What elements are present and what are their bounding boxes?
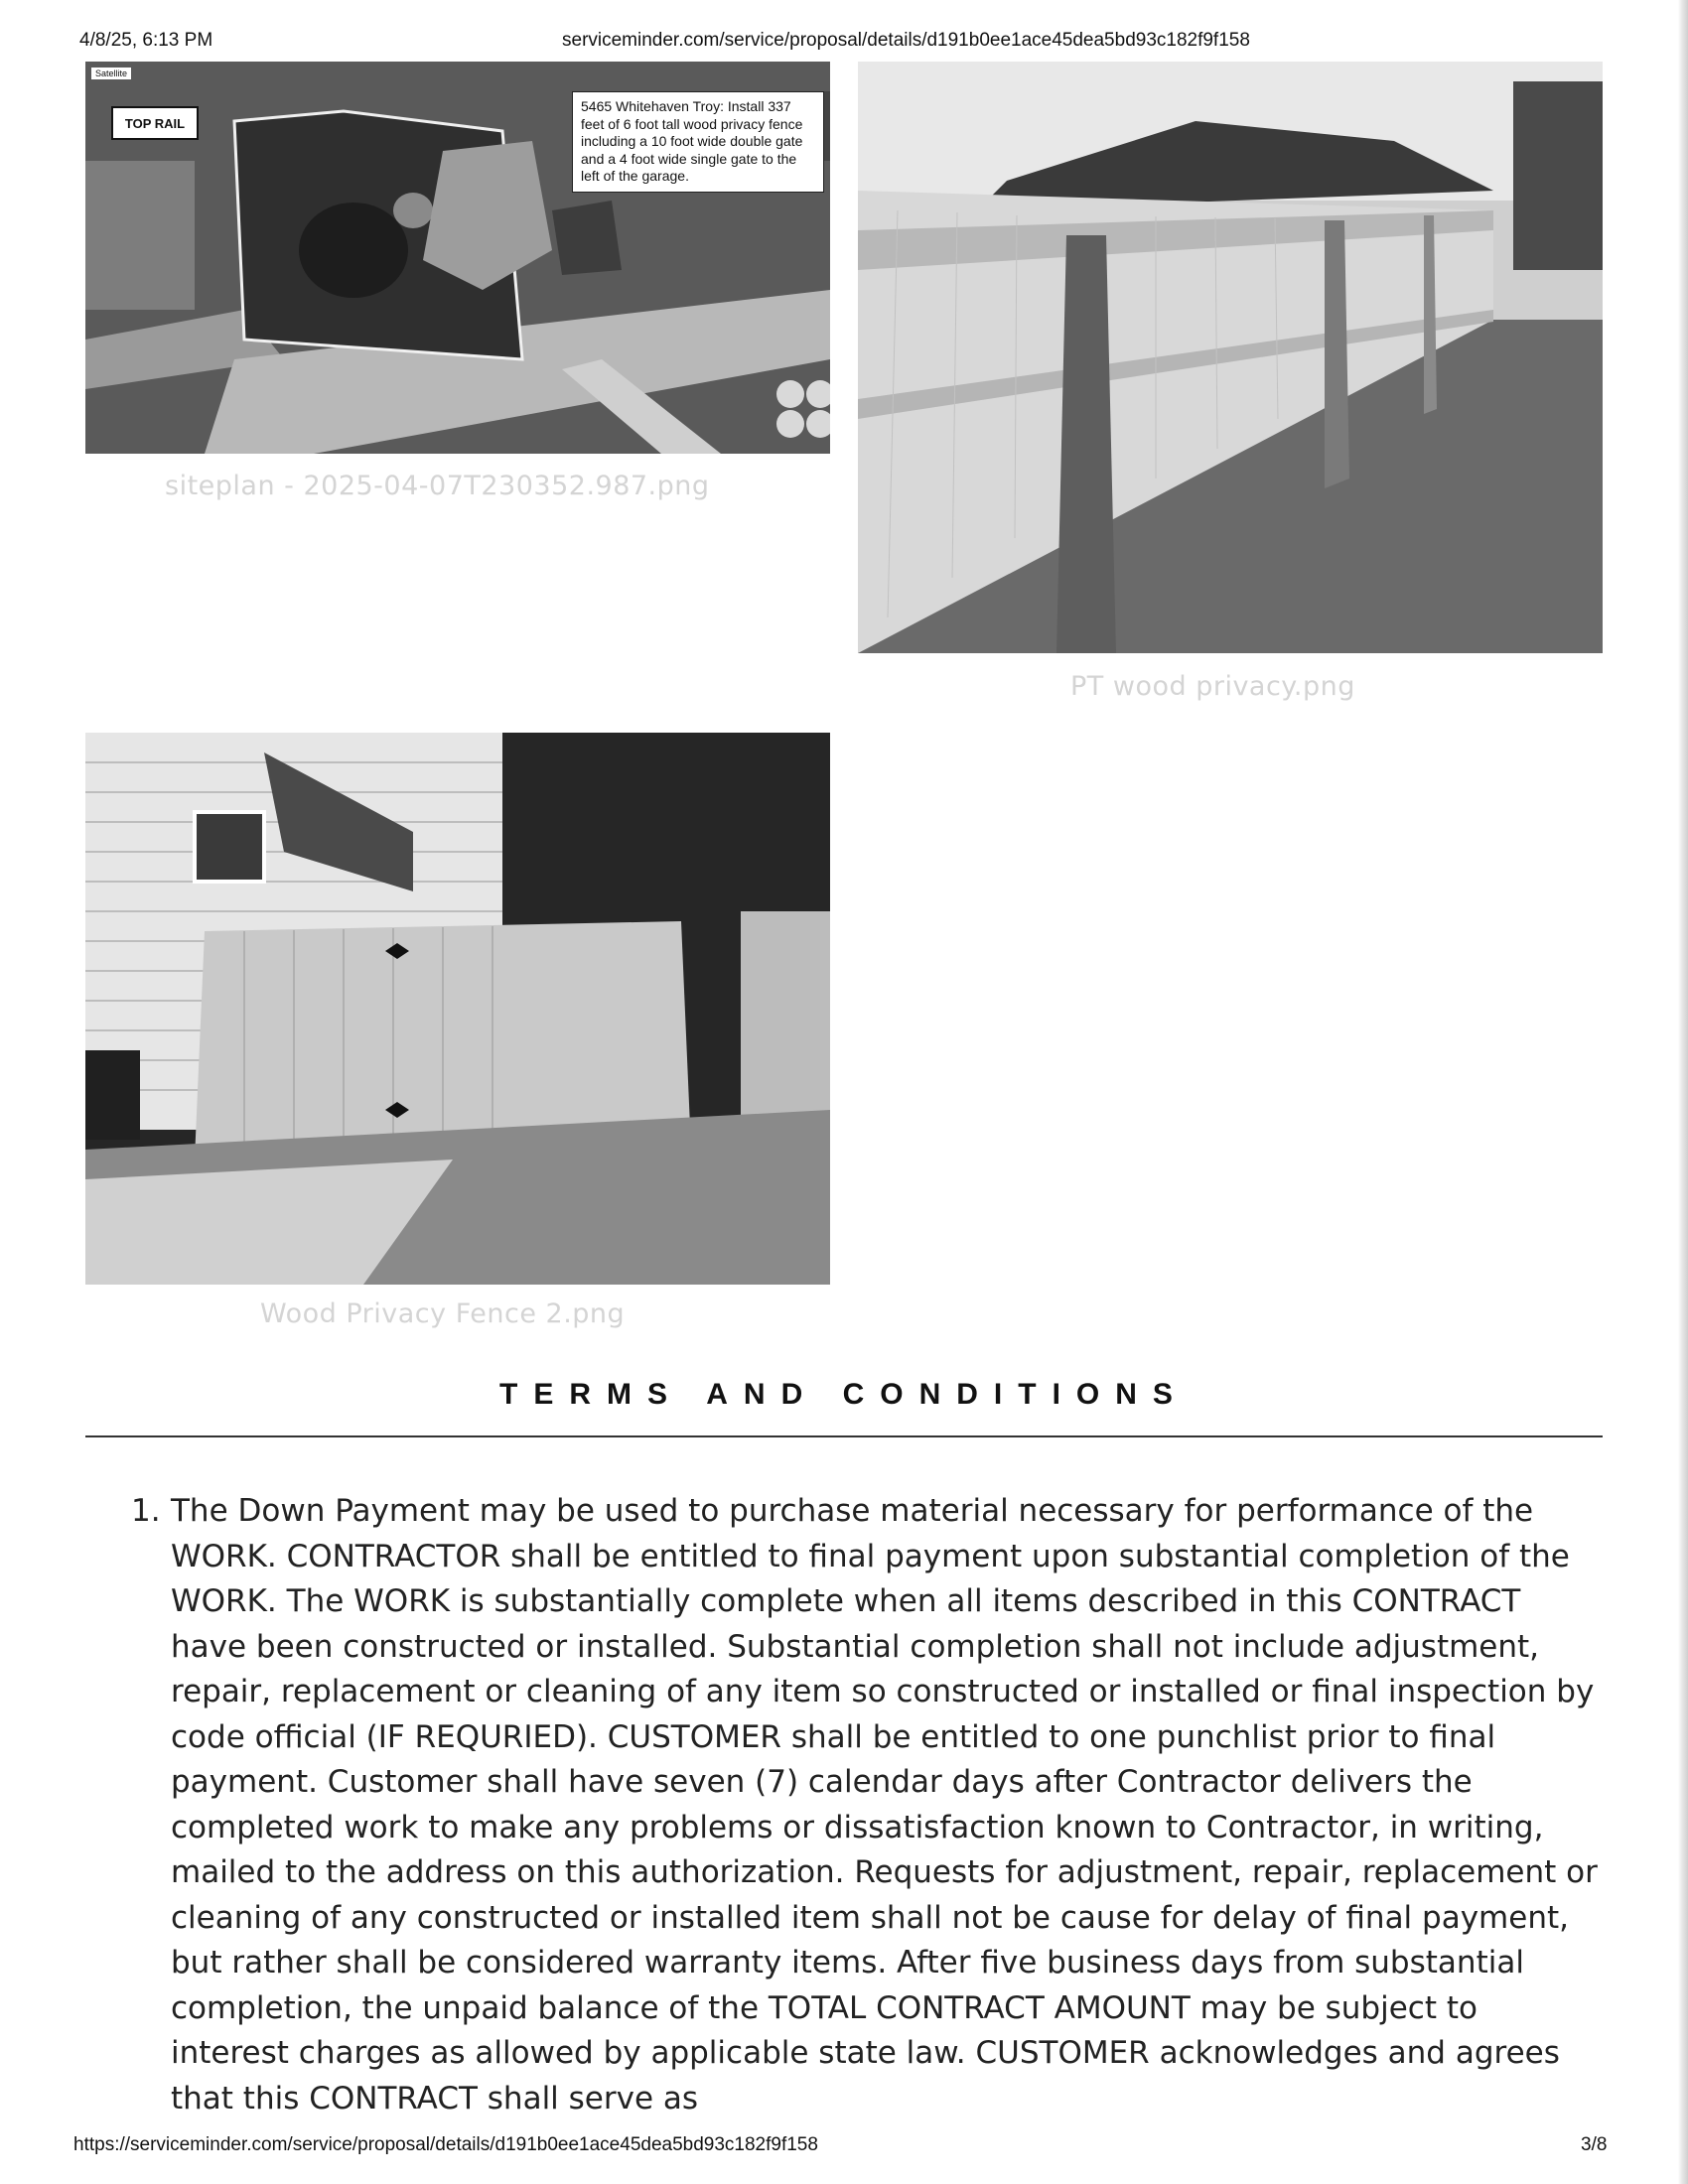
terms-divider [85,1435,1603,1437]
siteplan-image [85,62,830,454]
wood-fence-2-caption: Wood Privacy Fence 2.png [260,1298,626,1329]
wood-privacy-fence-2-image [85,733,830,1285]
fence-gate-photo-graphic [85,733,830,1285]
print-datetime: 4/8/25, 6:13 PM [79,30,213,51]
terms-item-number: 1. [131,1493,161,1529]
terms-title: TERMS AND CONDITIONS [499,1378,1189,1411]
pt-wood-caption: PT wood privacy.png [1070,671,1355,702]
siteplan-note: 5465 Whitehaven Troy: Install 337 feet of 6 foot tall wood privacy fence including a 10 foot wide double gate and a 4 foot wide single gate to the left of the garage. [572,91,824,193]
scan-edge [1678,0,1688,2184]
fence-photo-graphic [858,62,1603,653]
print-url-footer: https://serviceminder.com/service/proposal/details/d191b0ee1ace45dea5bd93c182f9f158 [73,2134,818,2155]
map-type-label: Satellite [91,68,131,79]
logo-text: TOP RAIL [124,115,186,131]
page-number: 3/8 [1581,2134,1608,2155]
terms-item-text: The Down Payment may be used to purchase material necessary for performance of the WORK. CONTRACTOR shall be entitled to final payment upon substantial completion of the WORK. The WORK is substantially complete when all items described in this CONTRACT have been constructed or installed. Substantial completion shall not include adjustment, repair, replacement or cleaning of any item so constructed or installed or final inspection by code official (IF REQURIED). CUSTOMER shall be entitled to one punchlist prior to final payment. Customer shall have seven (7) calendar days after Contractor delivers the completed work to make any problems or dissatisfaction known to Contractor, in writing, mailed to the address on this authorization. Requests for adjustment, repair, replacement or cleaning of any constructed or installed item shall not be cause for delay of final payment, but rather shall be considered warranty items. After five business days from substantial completion, the unpaid balance of the TOTAL CONTRACT AMOUNT may be subject to interest charges as allowed by applicable state law. CUSTOMER acknowledges and agrees that this CONTRACT shall serve as [171,1493,1598,2116]
terms-list [131,1489,1601,2121]
pt-wood-privacy-image [858,62,1603,653]
siteplan-caption: siteplan - 2025-04-07T230352.987.png [165,471,710,501]
terms-item [131,1489,1601,2121]
top-rail-logo [111,106,199,140]
print-url-header: serviceminder.com/service/proposal/details/d191b0ee1ace45dea5bd93c182f9f158 [562,30,1250,51]
